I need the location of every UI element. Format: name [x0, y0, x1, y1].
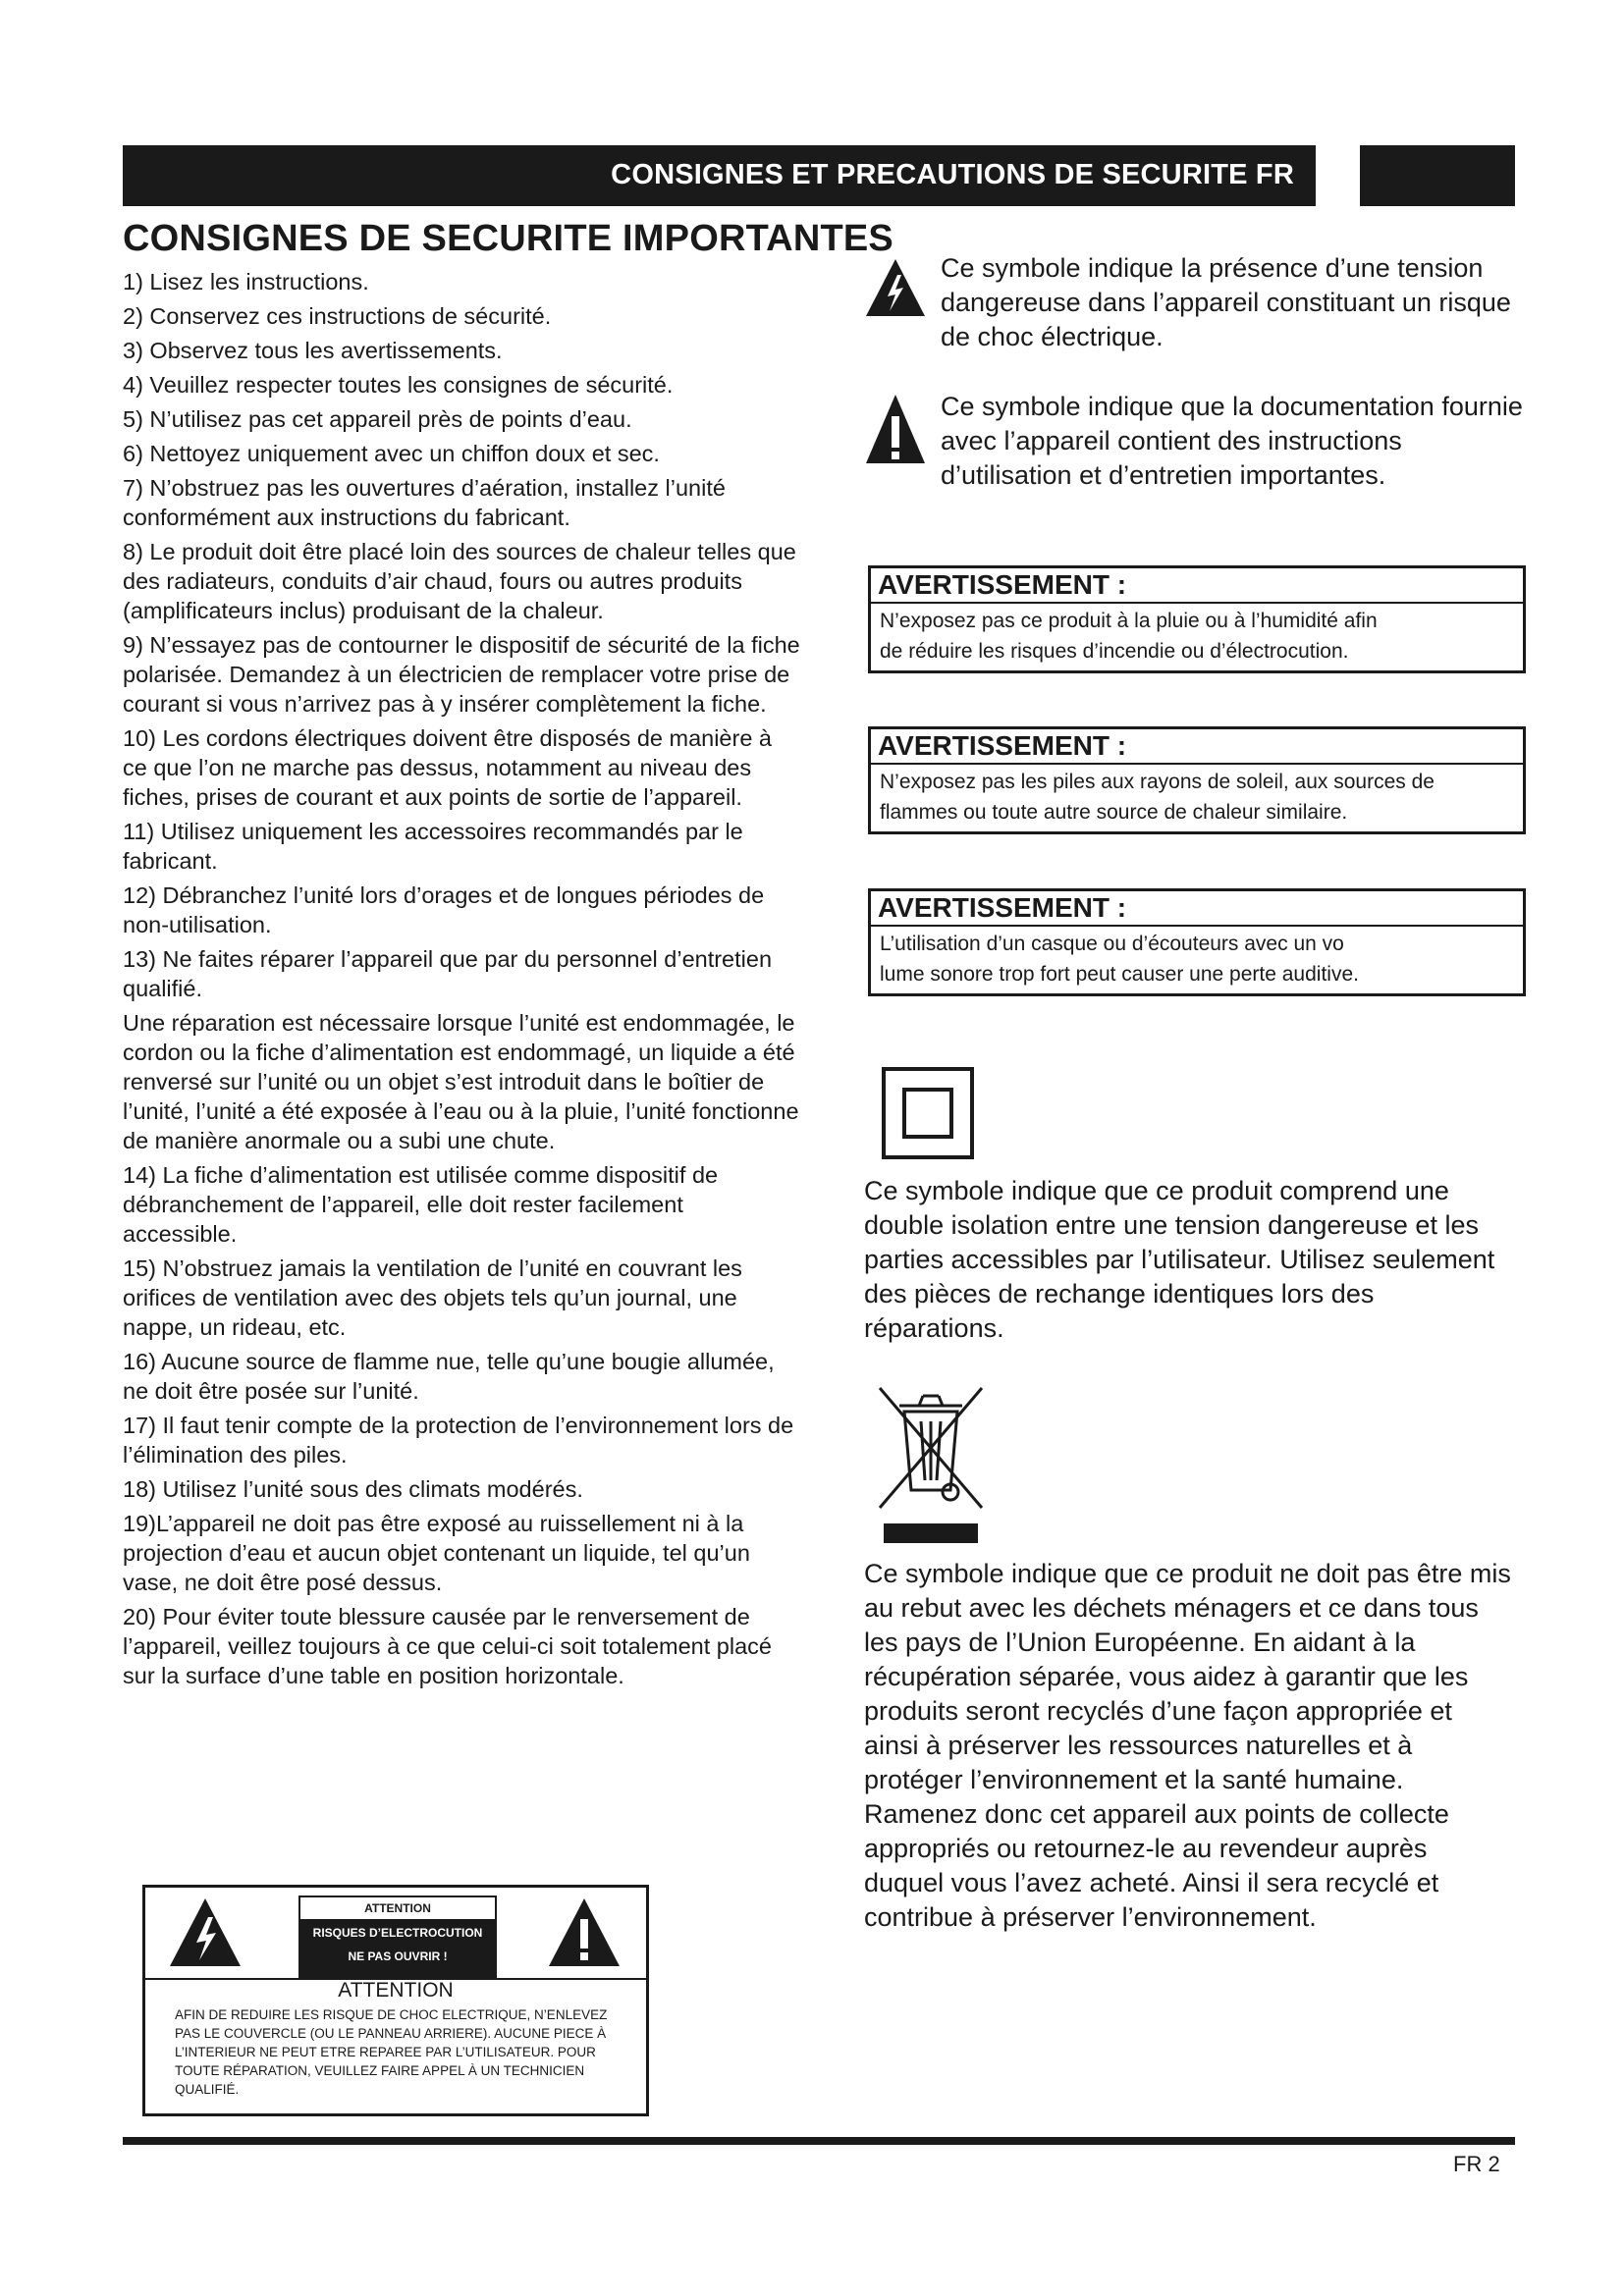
- page-number: FR 2: [1453, 2152, 1500, 2176]
- instruction-item: 2) Conservez ces instructions de sécurité.: [123, 303, 552, 329]
- instruction-item: 5) N’utilisez pas cet appareil près de points d’eau.: [123, 406, 632, 432]
- header-bar: [123, 145, 1316, 206]
- instruction-item: 7) N’obstruez pas les ouvertures d’aération, installez l’unité conformément aux instructions du fabricant.: [123, 475, 726, 530]
- warning-body: [871, 927, 1523, 993]
- attention-label-box: [142, 1885, 649, 2116]
- exclamation-warning-icon: [546, 1896, 623, 1970]
- exclamation-symbol-text: Ce symbole indique que la documentation fournie avec l’appareil contient des instructions d’utilisation et d’entretien importantes.: [941, 392, 1523, 490]
- crossed-out-bin-icon: [872, 1382, 990, 1545]
- attention-title: ATTENTION: [338, 1979, 454, 2002]
- warning-line: de réduire les risques d’incendie ou d’électrocution.: [880, 640, 1349, 663]
- attention-label-line2: NE PAS OUVRIR !: [348, 1949, 448, 1963]
- footer-rule: [123, 2137, 1515, 2145]
- double-insulation-icon: [881, 1066, 975, 1160]
- instruction-item: 6) Nettoyez uniquement avec un chiffon doux et sec.: [123, 441, 660, 466]
- attention-label-top: ATTENTION: [300, 1897, 495, 1921]
- warning-body: [871, 604, 1523, 670]
- warning-title: AVERTISSEMENT :: [871, 568, 1523, 604]
- lightning-symbol-icon: [864, 257, 927, 318]
- instruction-item: 16) Aucune source de flamme nue, telle qu’une bougie allumée, ne doit être posée sur l’unité.: [123, 1349, 775, 1404]
- instruction-item: 4) Veuillez respecter toutes les consignes de sécurité.: [123, 372, 674, 398]
- instruction-item: 18) Utilisez l’unité sous des climats modérés.: [123, 1476, 583, 1502]
- instruction-item: Une réparation est nécessaire lorsque l’unité est endommagée, le cordon ou la fiche d’alimentation est endommagé, un liquide a été renversé sur l’unité ou un objet s’est introduit dans le boîtier de l’unité, l’unité a été exposée à l’eau ou à la pluie, l’unité fonctionne de manière anormale ou a subi une chute.: [123, 1010, 799, 1153]
- instruction-item: 10) Les cordons électriques doivent être disposés de manière à ce que l’on ne marche pas dessus, notamment au niveau des fiches, prises de courant et aux points de sortie de l’appareil.: [123, 725, 772, 810]
- header-title: CONSIGNES ET PRECAUTIONS DE SECURITE FR: [611, 159, 1294, 190]
- instructions-list: [123, 267, 800, 1695]
- instruction-item: 15) N’obstruez jamais la ventilation de l’unité en couvrant les orifices de ventilation avec des objets tels qu’un journal, une nappe, un rideau, etc.: [123, 1255, 742, 1340]
- warning-title: AVERTISSEMENT :: [871, 891, 1523, 927]
- instruction-item: 13) Ne faites réparer l’appareil que par du personnel d’entretien qualifié.: [123, 946, 773, 1001]
- warning-line: N’exposez pas ce produit à la pluie ou à l’humidité afin: [880, 610, 1378, 632]
- exclamation-symbol-icon: [864, 393, 927, 465]
- instruction-item: 11) Utilisez uniquement les accessoires recommandés par le fabricant.: [123, 819, 743, 874]
- warning-title: AVERTISSEMENT :: [871, 729, 1523, 765]
- attention-label-middle: [300, 1921, 495, 1976]
- instruction-item: 19)L’appareil ne doit pas être exposé au ruissellement ni à la projection d’eau et aucun objet contenant un liquide, tel qu’un vase, ne doit être posé dessus.: [123, 1511, 750, 1595]
- main-title: CONSIGNES DE SECURITE IMPORTANTES: [123, 218, 893, 259]
- warning-line: lume sonore trop fort peut causer une perte auditive.: [880, 963, 1359, 986]
- lightning-warning-icon: [167, 1896, 244, 1970]
- attention-label-line1: RISQUES D’ELECTROCUTION: [312, 1926, 483, 1940]
- warning-box-3: [868, 888, 1526, 996]
- lightning-symbol-text: Ce symbole indique la présence d’une tension dangereuse dans l’appareil constituant un risque de choc électrique.: [941, 253, 1511, 351]
- instruction-item: 20) Pour éviter toute blessure causée par le renversement de l’appareil, veillez toujours à ce que celui-ci soit totalement placé sur la surface d’une table en position horizontale.: [123, 1604, 772, 1688]
- instruction-item: 8) Le produit doit être placé loin des sources de chaleur telles que des radiateurs, conduits d’air chaud, fours ou autres produits (amplificateurs inclus) produisant de la chaleur.: [123, 539, 796, 623]
- warning-line: N’exposez pas les piles aux rayons de soleil, aux sources de: [880, 771, 1435, 793]
- warning-line: L’utilisation d’un casque ou d’écouteurs avec un vo: [880, 933, 1344, 955]
- attention-text: AFIN DE REDUIRE LES RISQUE DE CHOC ELECTRIQUE, N’ENLEVEZ PAS LE COUVERCLE (OU LE PANNEAU ARRIERE). AUCUNE PIECE À L’INTERIEUR NE PEUT ETRE REPAREE PAR L’UTILISATEUR. POUR TOUTE RÉPARATION, VEUILLEZ FAIRE APPEL À UN TECHNICIEN QUALIFIÉ.: [175, 2007, 608, 2097]
- instruction-item: 9) N’essayez pas de contourner le dispositif de sécurité de la fiche polarisée. Demandez à un électricien de remplacer votre prise de courant si vous n’arrivez pas à y insérer complètement la fiche.: [123, 632, 800, 717]
- warning-body: [871, 765, 1523, 831]
- instruction-item: 12) Débranchez l’unité lors d’orages et de longues périodes de non-utilisation.: [123, 882, 765, 937]
- attention-center-label: [298, 1896, 497, 1978]
- weee-text: Ce symbole indique que ce produit ne doit pas être mis au rebut avec les déchets ménagers et ce dans tous les pays de l’Union Européenne. En aidant à la récupération séparée, vous aidez à garantir que les produits seront recyclés d’une façon appropriée et ainsi à préserver les ressources naturelles et à protéger l’environnement et la santé humaine. Ramenez donc cet appareil aux points de collecte appropriés ou retournez-le au revendeur auprès duquel vous l’avez acheté. Ainsi il sera recyclé et contribue à préserver l’environnement.: [864, 1559, 1511, 1932]
- warning-box-1: [868, 565, 1526, 673]
- instruction-item: 14) La fiche d’alimentation est utilisée comme dispositif de débranchement de l’appareil, elle doit rester facilement accessible.: [123, 1162, 719, 1247]
- warning-line: flammes ou toute autre source de chaleur similaire.: [880, 801, 1348, 824]
- warning-box-2: [868, 726, 1526, 834]
- double-insulation-text: Ce symbole indique que ce produit comprend une double isolation entre une tension dangereuse et les parties accessibles par l’utilisateur. Utilisez seulement des pièces de rechange identiques lors des réparations.: [864, 1176, 1495, 1343]
- instruction-item: 17) Il faut tenir compte de la protection de l’environnement lors de l’élimination des piles.: [123, 1413, 794, 1468]
- instruction-item: 3) Observez tous les avertissements.: [123, 338, 503, 363]
- instruction-item: 1) Lisez les instructions.: [123, 269, 369, 294]
- header-block: [1360, 145, 1515, 206]
